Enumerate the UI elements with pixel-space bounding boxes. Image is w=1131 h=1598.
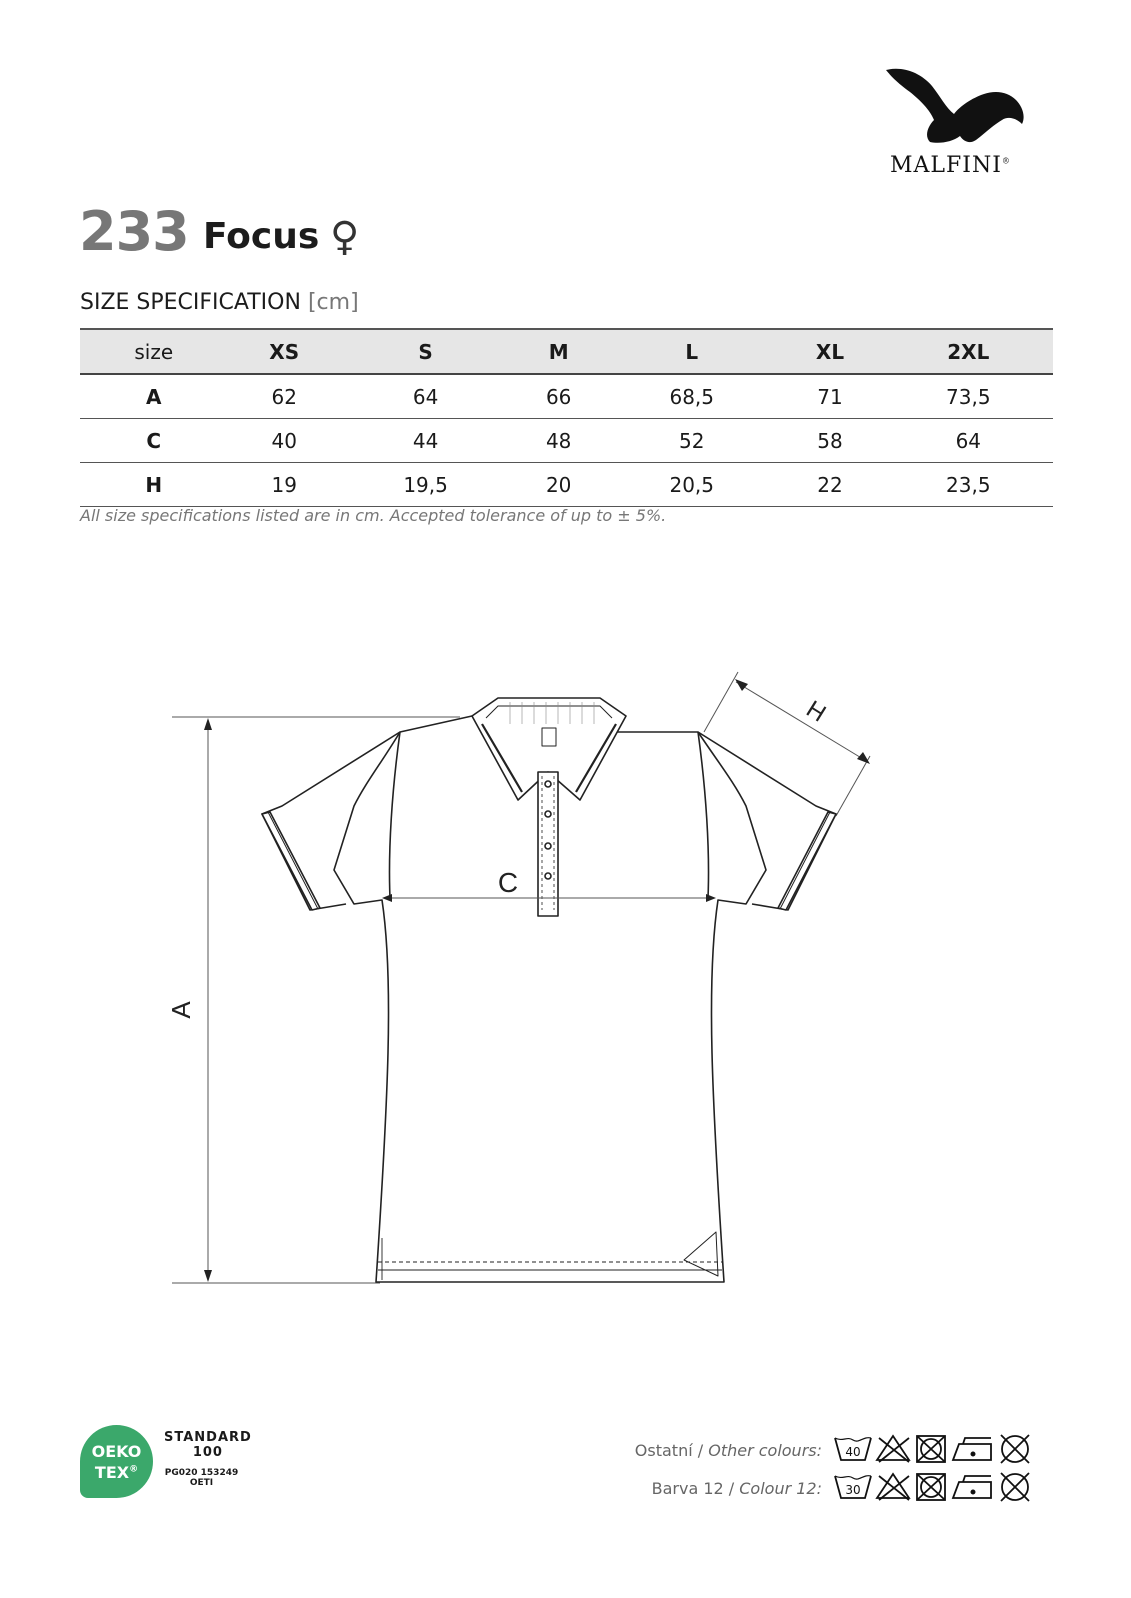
table-cell: 66	[545, 384, 572, 409]
care-icons-other	[833, 1432, 1033, 1464]
table-cell: 48	[545, 428, 572, 453]
care-label-other: Ostatní / Other colours:	[634, 1441, 822, 1460]
no-tumble-dry-icon	[917, 1474, 945, 1500]
table-cell: 71	[817, 384, 843, 409]
product-number: 233	[79, 200, 189, 263]
table-cell: 20,5	[669, 472, 715, 497]
iron-low-icon	[953, 1476, 991, 1498]
female-symbol-icon: ♀	[330, 214, 360, 260]
care-icons-colour-12	[833, 1470, 1033, 1502]
table-row	[80, 463, 1053, 507]
table-cell: 64	[412, 384, 439, 409]
iron-low-icon	[953, 1438, 991, 1460]
size-table	[80, 328, 1053, 507]
oekotex-line2: TEX®	[94, 1463, 139, 1483]
oekotex-standard: STANDARD 100	[164, 1430, 252, 1460]
section-title-unit: [cm]	[307, 290, 359, 315]
label-a: A	[166, 1001, 196, 1019]
oekotex-logo	[80, 1425, 153, 1498]
wash-tub-icon	[835, 1438, 871, 1460]
table-header-row	[80, 329, 1053, 374]
table-header: 2XL	[947, 339, 990, 364]
table-header: M	[548, 339, 569, 364]
table-row-label: H	[145, 472, 163, 497]
table-row	[80, 374, 1053, 419]
svg-text:30: 30	[845, 1483, 861, 1497]
brand-name: MALFINI®	[890, 153, 1011, 178]
table-cell: 20	[545, 472, 572, 497]
svg-text:40: 40	[845, 1445, 861, 1459]
table-cell: 19,5	[403, 472, 448, 497]
section-title	[80, 290, 359, 315]
table-header: S	[418, 339, 433, 364]
table-cell: 23,5	[946, 472, 991, 497]
table-cell: 68,5	[669, 384, 715, 409]
table-cell: 22	[817, 472, 843, 497]
no-bleach-icon	[877, 1474, 909, 1500]
table-header: XL	[815, 339, 845, 364]
table-cell: 73,5	[946, 384, 991, 409]
table-cell: 44	[412, 428, 439, 453]
table-cell: 19	[271, 472, 297, 497]
table-row-label: C	[146, 428, 162, 453]
no-dry-clean-icon	[1001, 1473, 1029, 1501]
table-row-label: A	[146, 384, 162, 409]
table-cell: 40	[271, 428, 297, 453]
oekotex-certificate: PG020 153249 OETI	[164, 1468, 239, 1488]
polo-shirt-diagram	[150, 660, 910, 1320]
oekotex-line1: OEKO	[91, 1442, 142, 1461]
no-bleach-icon	[877, 1436, 909, 1462]
tolerance-note: All size specifications listed are in cm. Accepted tolerance of up to ± 5%.	[80, 506, 667, 525]
table-cell: 52	[679, 428, 705, 453]
table-header: size	[134, 339, 174, 364]
table-header: XS	[269, 339, 300, 364]
label-c: C	[497, 867, 519, 898]
no-tumble-dry-icon	[917, 1436, 945, 1462]
table-header: L	[685, 339, 699, 364]
care-label-colour-12: Barva 12 / Colour 12:	[651, 1479, 822, 1498]
label-h: H	[801, 695, 831, 728]
table-cell: 64	[955, 428, 982, 453]
table-cell: 58	[817, 428, 843, 453]
section-title-text: SIZE SPECIFICATION	[80, 290, 301, 315]
table-row	[80, 419, 1053, 463]
table-cell: 62	[271, 384, 297, 409]
wash-tub-icon	[835, 1476, 871, 1498]
product-name: Focus	[203, 216, 320, 257]
no-dry-clean-icon	[1001, 1435, 1029, 1463]
